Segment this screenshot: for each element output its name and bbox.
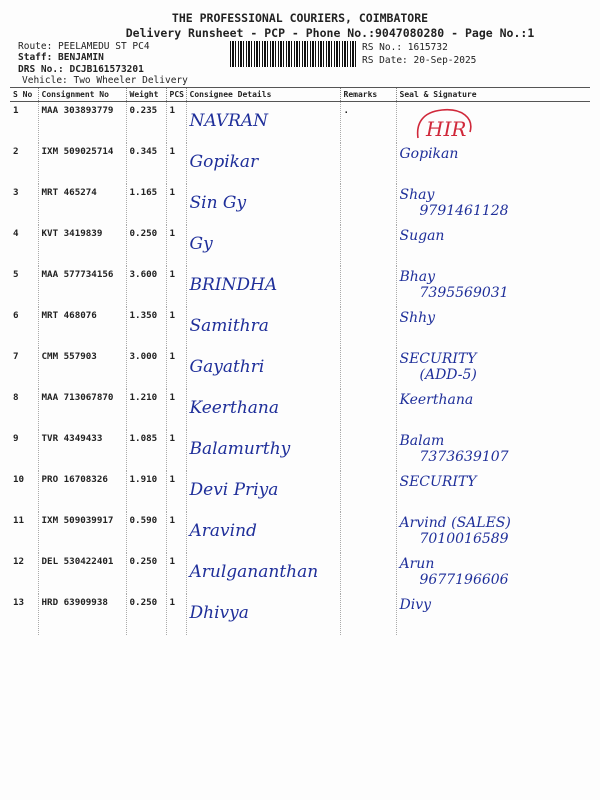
signature-note: 9677196606	[419, 572, 509, 588]
row-weight: 3.000	[129, 351, 158, 362]
staff-label: Staff: BENJAMIN	[18, 52, 104, 63]
row-consignee: Arulgananthan	[189, 562, 319, 582]
row-sno-cell	[10, 348, 38, 389]
row-weight: 1.210	[129, 392, 158, 403]
row-consignment-no: MAA 577734156	[41, 269, 114, 280]
row-consignee: Keerthana	[189, 398, 279, 418]
row-consignee-cell	[186, 389, 340, 430]
row-weight: 0.250	[129, 597, 158, 608]
row-consignment-no-cell	[38, 512, 126, 553]
row-weight-cell	[126, 307, 166, 348]
signature-note: 9791461128	[419, 203, 509, 219]
row-pcs: 1	[169, 187, 176, 198]
row-pcs-cell	[166, 430, 186, 471]
row-weight: 1.910	[129, 474, 158, 485]
row-pcs: 1	[169, 351, 176, 362]
row-consignee-cell	[186, 471, 340, 512]
row-sno: 5	[13, 269, 19, 280]
row-sno-cell	[10, 102, 38, 144]
row-weight-cell	[126, 594, 166, 635]
row-consignee-cell	[186, 594, 340, 635]
signature-text: Sugan	[399, 228, 445, 244]
row-weight-cell	[126, 430, 166, 471]
table-header-row	[10, 88, 590, 102]
row-weight: 0.345	[129, 146, 158, 157]
table-row	[10, 389, 590, 430]
row-sno-cell	[10, 184, 38, 225]
row-consignee-cell	[186, 430, 340, 471]
row-signature-cell	[396, 143, 590, 184]
table-row	[10, 594, 590, 635]
signature-text: Divy	[399, 597, 432, 613]
company-title: THE PROFESSIONAL COURIERS, COIMBATORE	[171, 11, 429, 25]
row-consignee-cell	[186, 225, 340, 266]
barcode-graphic	[230, 41, 358, 67]
row-remarks-cell	[340, 430, 396, 471]
table-row	[10, 430, 590, 471]
row-consignee: Balamurthy	[189, 439, 291, 459]
row-sno: 7	[13, 351, 19, 362]
row-consignment-no-cell	[38, 430, 126, 471]
signature-text: Shhy	[399, 310, 436, 326]
col-signature: Seal & Signature	[396, 88, 590, 102]
row-weight-cell	[126, 225, 166, 266]
row-pcs: 1	[169, 146, 176, 157]
row-consignment-no: IXM 509039917	[41, 515, 114, 526]
row-consignment-no-cell	[38, 471, 126, 512]
row-consignee-cell	[186, 102, 340, 144]
row-consignee-cell	[186, 307, 340, 348]
row-consignee: Aravind	[189, 521, 257, 541]
row-weight: 0.235	[129, 105, 158, 116]
row-consignment-no-cell	[38, 184, 126, 225]
row-consignment-no: PRO 16708326	[41, 474, 108, 485]
row-consignment-no: KVT 3419839	[41, 228, 103, 239]
col-consignee: Consignee Details	[186, 88, 340, 102]
row-pcs-cell	[166, 553, 186, 594]
row-weight-cell	[126, 471, 166, 512]
row-signature-cell	[396, 348, 590, 389]
row-sno: 13	[13, 597, 25, 608]
row-pcs-cell	[166, 594, 186, 635]
row-pcs: 1	[169, 556, 176, 567]
row-consignee: Gopikar	[189, 152, 259, 172]
row-sno-cell	[10, 225, 38, 266]
runsheet-table	[10, 87, 590, 635]
row-consignment-no-cell	[38, 389, 126, 430]
row-consignee: Devi Priya	[189, 480, 279, 500]
row-consignee: NAVRAN	[189, 111, 269, 131]
table-row	[10, 553, 590, 594]
row-consignment-no: IXM 509025714	[41, 146, 114, 157]
table-row	[10, 266, 590, 307]
row-consignee-cell	[186, 184, 340, 225]
row-consignee: BRINDHA	[189, 275, 278, 295]
row-weight-cell	[126, 389, 166, 430]
row-sno: 10	[13, 474, 25, 485]
row-pcs-cell	[166, 184, 186, 225]
row-sno-cell	[10, 512, 38, 553]
signature-text: Keerthana	[399, 392, 474, 408]
row-pcs: 1	[169, 392, 176, 403]
row-weight-cell	[126, 512, 166, 553]
row-weight: 1.350	[129, 310, 158, 321]
row-consignment-no: DEL 530422401	[41, 556, 114, 567]
row-consignee: Dhivya	[189, 603, 249, 623]
row-pcs-cell	[166, 143, 186, 184]
row-remarks: .	[343, 105, 350, 116]
row-pcs: 1	[169, 474, 176, 485]
row-pcs: 1	[169, 228, 176, 239]
row-weight-cell	[126, 184, 166, 225]
table-row	[10, 307, 590, 348]
table-row	[10, 471, 590, 512]
row-consignee: Gayathri	[189, 357, 265, 377]
row-consignment-no: MRT 465274	[41, 187, 97, 198]
row-weight: 0.250	[129, 228, 158, 239]
row-weight-cell	[126, 266, 166, 307]
row-consignee-cell	[186, 143, 340, 184]
row-sno: 11	[13, 515, 25, 526]
row-pcs: 1	[169, 269, 176, 280]
row-consignment-no: TVR 4349433	[41, 433, 103, 444]
row-consignment-no-cell	[38, 143, 126, 184]
row-weight: 3.600	[129, 269, 158, 280]
signature-text: Shay	[399, 187, 435, 203]
row-consignment-no: HRD 63909938	[41, 597, 108, 608]
row-consignee-cell	[186, 512, 340, 553]
row-remarks-cell	[340, 307, 396, 348]
row-weight-cell	[126, 553, 166, 594]
signature-note: 7373639107	[419, 449, 509, 465]
row-remarks-cell	[340, 266, 396, 307]
row-sno: 1	[13, 105, 19, 116]
row-remarks-cell	[340, 389, 396, 430]
row-sno-cell	[10, 307, 38, 348]
signature-text: Arun	[399, 556, 435, 572]
table-row	[10, 143, 590, 184]
row-consignment-no-cell	[38, 266, 126, 307]
col-consignment: Consignment No	[38, 88, 126, 102]
row-consignee: Gy	[189, 234, 213, 254]
drs-label: DRS No.: DCJB161573201	[18, 64, 144, 75]
row-sno: 6	[13, 310, 19, 321]
vehicle-label: Vehicle: Two Wheeler Delivery	[22, 75, 188, 86]
row-weight: 0.590	[129, 515, 158, 526]
signature-text: Bhay	[399, 269, 436, 285]
col-sno: S No	[10, 88, 38, 102]
col-remarks: Remarks	[340, 88, 396, 102]
signature-text: Arvind (SALES)	[399, 515, 511, 531]
row-consignment-no: CMM 557903	[41, 351, 97, 362]
row-remarks-cell	[340, 143, 396, 184]
row-sno-cell	[10, 553, 38, 594]
signature-note: 7395569031	[419, 285, 509, 301]
row-pcs-cell	[166, 348, 186, 389]
row-sno-cell	[10, 594, 38, 635]
row-pcs: 1	[169, 105, 176, 116]
row-consignee-cell	[186, 266, 340, 307]
row-sno: 8	[13, 392, 19, 403]
row-sno-cell	[10, 389, 38, 430]
row-consignment-no: MRT 468076	[41, 310, 97, 321]
row-remarks-cell	[340, 553, 396, 594]
signature-text: SECURITY	[399, 474, 477, 490]
row-consignment-no-cell	[38, 553, 126, 594]
table-row	[10, 348, 590, 389]
rs-date: RS Date: 20-Sep-2025	[362, 55, 477, 66]
row-sno: 3	[13, 187, 19, 198]
row-pcs-cell	[166, 307, 186, 348]
row-signature-cell	[396, 184, 590, 225]
row-signature-cell	[396, 307, 590, 348]
row-pcs: 1	[169, 515, 176, 526]
row-signature-cell	[396, 553, 590, 594]
signature-text: SECURITY	[399, 351, 477, 367]
row-remarks-cell	[340, 225, 396, 266]
row-signature-cell	[396, 471, 590, 512]
row-consignment-no: MAA 713067870	[41, 392, 114, 403]
row-consignment-no-cell	[38, 102, 126, 144]
row-pcs-cell	[166, 102, 186, 144]
red-initials-mark	[412, 104, 478, 148]
row-pcs: 1	[169, 433, 176, 444]
row-pcs-cell	[166, 512, 186, 553]
runsheet-subtitle: Delivery Runsheet - PCP - Phone No.:9047080280 - Page No.:1	[125, 26, 535, 40]
row-weight: 1.165	[129, 187, 158, 198]
table-row	[10, 225, 590, 266]
row-consignee-cell	[186, 553, 340, 594]
row-consignment-no: MAA 303893779	[41, 105, 114, 116]
row-signature-cell	[396, 225, 590, 266]
row-signature-cell	[396, 512, 590, 553]
row-weight-cell	[126, 143, 166, 184]
row-sno: 12	[13, 556, 25, 567]
mark-text: HIR	[426, 117, 467, 141]
row-signature-cell	[396, 389, 590, 430]
row-remarks-cell	[340, 471, 396, 512]
row-signature-cell	[396, 594, 590, 635]
signature-note: 7010016589	[419, 531, 509, 547]
row-remarks-cell	[340, 184, 396, 225]
row-pcs-cell	[166, 389, 186, 430]
row-consignment-no-cell	[38, 594, 126, 635]
signature-note: (ADD-5)	[419, 367, 477, 383]
row-consignment-no-cell	[38, 225, 126, 266]
table-row	[10, 102, 590, 144]
row-pcs-cell	[166, 225, 186, 266]
col-weight: Weight	[126, 88, 166, 102]
route-label: Route: PEELAMEDU ST PC4	[18, 41, 150, 52]
row-weight-cell	[126, 102, 166, 144]
row-sno-cell	[10, 143, 38, 184]
row-pcs-cell	[166, 266, 186, 307]
col-pcs: PCS	[166, 88, 186, 102]
row-weight: 0.250	[129, 556, 158, 567]
rs-number: RS No.: 1615732	[362, 42, 448, 53]
row-pcs-cell	[166, 471, 186, 512]
row-weight-cell	[126, 348, 166, 389]
signature-text: Balam	[399, 433, 445, 449]
row-remarks-cell	[340, 348, 396, 389]
table-row	[10, 512, 590, 553]
signature-text: Gopikan	[399, 146, 459, 162]
row-sno-cell	[10, 430, 38, 471]
row-consignment-no-cell	[38, 348, 126, 389]
row-remarks-cell	[340, 102, 396, 144]
row-remarks-cell	[340, 512, 396, 553]
row-signature-cell	[396, 430, 590, 471]
row-sno-cell	[10, 471, 38, 512]
row-remarks-cell	[340, 594, 396, 635]
row-consignment-no-cell	[38, 307, 126, 348]
row-signature-cell	[396, 266, 590, 307]
row-sno: 4	[13, 228, 19, 239]
row-consignee: Samithra	[189, 316, 269, 336]
row-pcs: 1	[169, 597, 176, 608]
row-sno-cell	[10, 266, 38, 307]
row-sno: 9	[13, 433, 19, 444]
row-weight: 1.085	[129, 433, 158, 444]
row-consignee-cell	[186, 348, 340, 389]
row-pcs: 1	[169, 310, 176, 321]
row-consignee: Sin Gy	[189, 193, 247, 213]
row-sno: 2	[13, 146, 19, 157]
table-row	[10, 184, 590, 225]
